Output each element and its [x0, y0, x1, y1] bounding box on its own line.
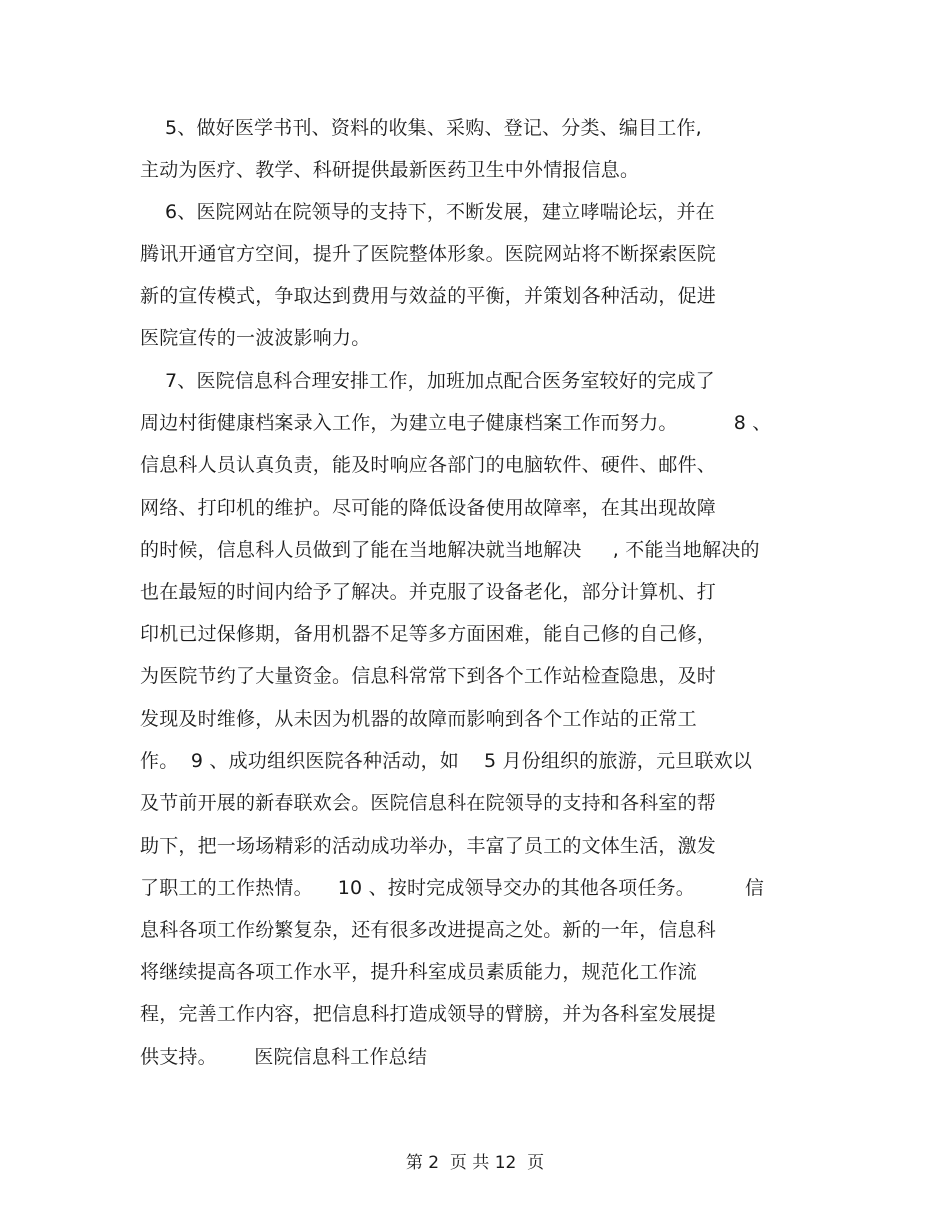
text-line: 网络、打印机的维护。尽可能的降低设备使用故障率，在其出现故障 — [140, 497, 717, 519]
text-line: 发现及时维修，从未因为机器的故障而影响到各个工作站的正常工 — [140, 708, 697, 730]
text-line: 也在最短的时间内给予了解决。并克服了设备老化，部分计算机、打 — [140, 581, 717, 603]
text-line: 医院宣传的一波波影响力。 — [140, 327, 371, 349]
text-line: 信息科人员认真负责，能及时响应各部门的电脑软件、硬件、邮件、 — [140, 454, 717, 476]
text-line: 息科各项工作纷繁复杂，还有很多改进提高之处。新的一年，信息科 — [140, 919, 717, 941]
text-line: 腾讯开通官方空间，提升了医院整体形象。医院网站将不断探索医院 — [140, 243, 717, 265]
text-line: 周边村街健康档案录入工作，为建立电子健康档案工作而努力。 8 、 — [140, 412, 772, 434]
text-line: 将继续提高各项工作水平，提升科室成员素质能力，规范化工作流 — [140, 961, 697, 983]
text-line: 5、做好医学书刊、资料的收集、采购、登记、分类、编目工作, — [140, 117, 702, 139]
text-line: 程，完善工作内容，把信息科打造成领导的臂膀，并为各科室发展提 — [140, 1003, 717, 1025]
text-line: 了职工的工作热情。 10 、按时完成领导交办的其他各项任务。 信 — [140, 877, 765, 899]
text-line: 主动为医疗、教学、科研提供最新医药卫生中外情报信息。 — [140, 159, 640, 181]
text-line: 印机已过保修期，备用机器不足等多方面困难，能自己修的自己修， — [140, 623, 717, 645]
text-line: 6、医院网站在院领导的支持下，不断发展，建立哮喘论坛，并在 — [140, 201, 715, 223]
text-line: 为医院节约了大量资金。信息科常常下到各个工作站检查隐患，及时 — [140, 665, 717, 687]
text-line: 作。 9 、成功组织医院各种活动，如 5 月份组织的旅游，元旦联欢以 — [140, 750, 753, 772]
page-number-footer: 第 2 页 共 12 页 — [405, 1153, 545, 1173]
text-line: 助下，把一场场精彩的活动成功举办，丰富了员工的文体生活，激发 — [140, 835, 717, 857]
text-line: 7、医院信息科合理安排工作，加班加点配合医务室较好的完成了 — [140, 370, 715, 392]
text-line: 新的宣传模式，争取达到费用与效益的平衡，并策划各种活动，促进 — [140, 285, 717, 307]
text-line: 及节前开展的新春联欢会。医院信息科在院领导的支持和各科室的帮 — [140, 792, 717, 814]
text-line: 的时候，信息科人员做到了能在当地解决就当地解决 , 不能当地解决的 — [140, 539, 760, 561]
text-line: 供支持。 医院信息科工作总结 — [140, 1046, 428, 1068]
